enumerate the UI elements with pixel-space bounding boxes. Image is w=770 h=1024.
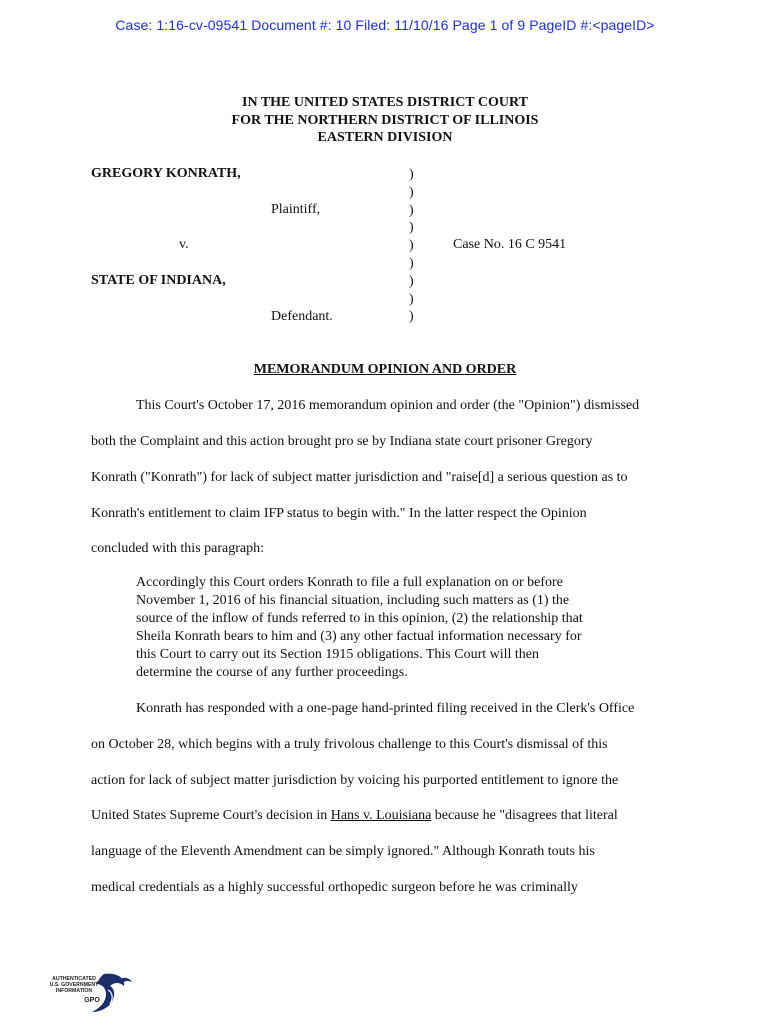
paragraph-2-line: language of the Eleventh Amendment can be simply ignored." Although Konrath touts his <box>91 844 595 859</box>
paragraph-2-line: action for lack of subject matter jurisdiction by voicing his purported entitlement to ignore the <box>91 773 619 788</box>
quote-line: November 1, 2016 of his financial situation, including such matters as (1) the <box>136 593 570 608</box>
case-number: Case No. 16 C 9541 <box>453 237 567 252</box>
caption-paren: ) <box>409 184 414 200</box>
gpo-line-3: INFORMATION <box>55 988 93 994</box>
versus: v. <box>179 237 189 252</box>
caption-paren: ) <box>409 291 414 307</box>
gpo-authentication-logo <box>44 972 134 1014</box>
text-segment: because he "disagrees that literal <box>431 808 618 823</box>
paragraph-1-line: This Court's October 17, 2016 memorandum opinion and order (the "Opinion") dismissed <box>136 398 640 413</box>
caption-paren: ) <box>409 202 414 218</box>
plaintiff-role: Plaintiff, <box>271 202 321 217</box>
gpo-line-1: AUTHENTICATED <box>52 976 96 982</box>
caption-paren: ) <box>409 309 414 325</box>
quote-line: determine the course of any further proceedings. <box>136 665 408 680</box>
plaintiff-name: GREGORY KONRATH, <box>91 166 241 181</box>
defendant-name: STATE OF INDIANA, <box>91 273 226 288</box>
paragraph-1-line: concluded with this paragraph: <box>91 541 265 556</box>
court-line-1: IN THE UNITED STATES DISTRICT COURT <box>242 95 528 110</box>
paragraph-2-line: on October 28, which begins with a truly frivolous challenge to this Court's dismissal of this <box>91 737 608 752</box>
court-line-2: FOR THE NORTHERN DISTRICT OF ILLINOIS <box>231 112 539 128</box>
ecf-header: Case: 1:16-cv-09541 Document #: 10 Filed: 11/10/16 Page 1 of 9 PageID #:<pageID> <box>115 17 655 33</box>
paragraph-1-line: Konrath's entitlement to claim IFP status to begin with." In the latter respect the Opinion <box>91 506 587 521</box>
court-heading <box>0 94 770 147</box>
quote-line: Accordingly this Court orders Konrath to file a full explanation on or before <box>136 575 563 590</box>
caption-paren: ) <box>409 238 414 254</box>
quote-line: source of the inflow of funds referred to in this opinion, (2) the relationship that <box>136 611 583 626</box>
text-segment: United States Supreme Court's decision in <box>91 808 331 823</box>
paragraph-2-line: Konrath has responded with a one-page hand-printed filing received in the Clerk's Office <box>136 701 635 716</box>
caption-paren: ) <box>409 220 414 236</box>
gpo-line-2: U.S. GOVERNMENT <box>49 982 99 988</box>
caption-paren: ) <box>409 167 414 182</box>
case-citation: Hans v. Louisiana <box>330 808 432 823</box>
defendant-role: Defendant. <box>271 309 333 324</box>
paragraph-2-line: medical credentials as a highly successful orthopedic surgeon before he was criminally <box>91 880 578 895</box>
paragraph-1-line: Konrath ("Konrath") for lack of subject matter jurisdiction and "raise[d] a serious question as to <box>91 470 628 485</box>
quote-line: Sheila Konrath bears to him and (3) any other factual information necessary for <box>136 629 582 644</box>
caption-paren: ) <box>409 255 414 271</box>
court-line-3: EASTERN DIVISION <box>317 130 453 145</box>
caption-paren: ) <box>409 273 414 289</box>
paragraph-1-line: both the Complaint and this action brought pro se by Indiana state court prisoner Gregory <box>91 434 593 449</box>
caption-parentheses <box>409 166 414 326</box>
gpo-mark: GPO <box>84 997 100 1004</box>
document-title: MEMORANDUM OPINION AND ORDER <box>253 362 517 377</box>
quote-line: this Court to carry out its Section 1915 obligations. This Court will then <box>136 647 539 662</box>
paragraph-2-line <box>91 808 618 824</box>
